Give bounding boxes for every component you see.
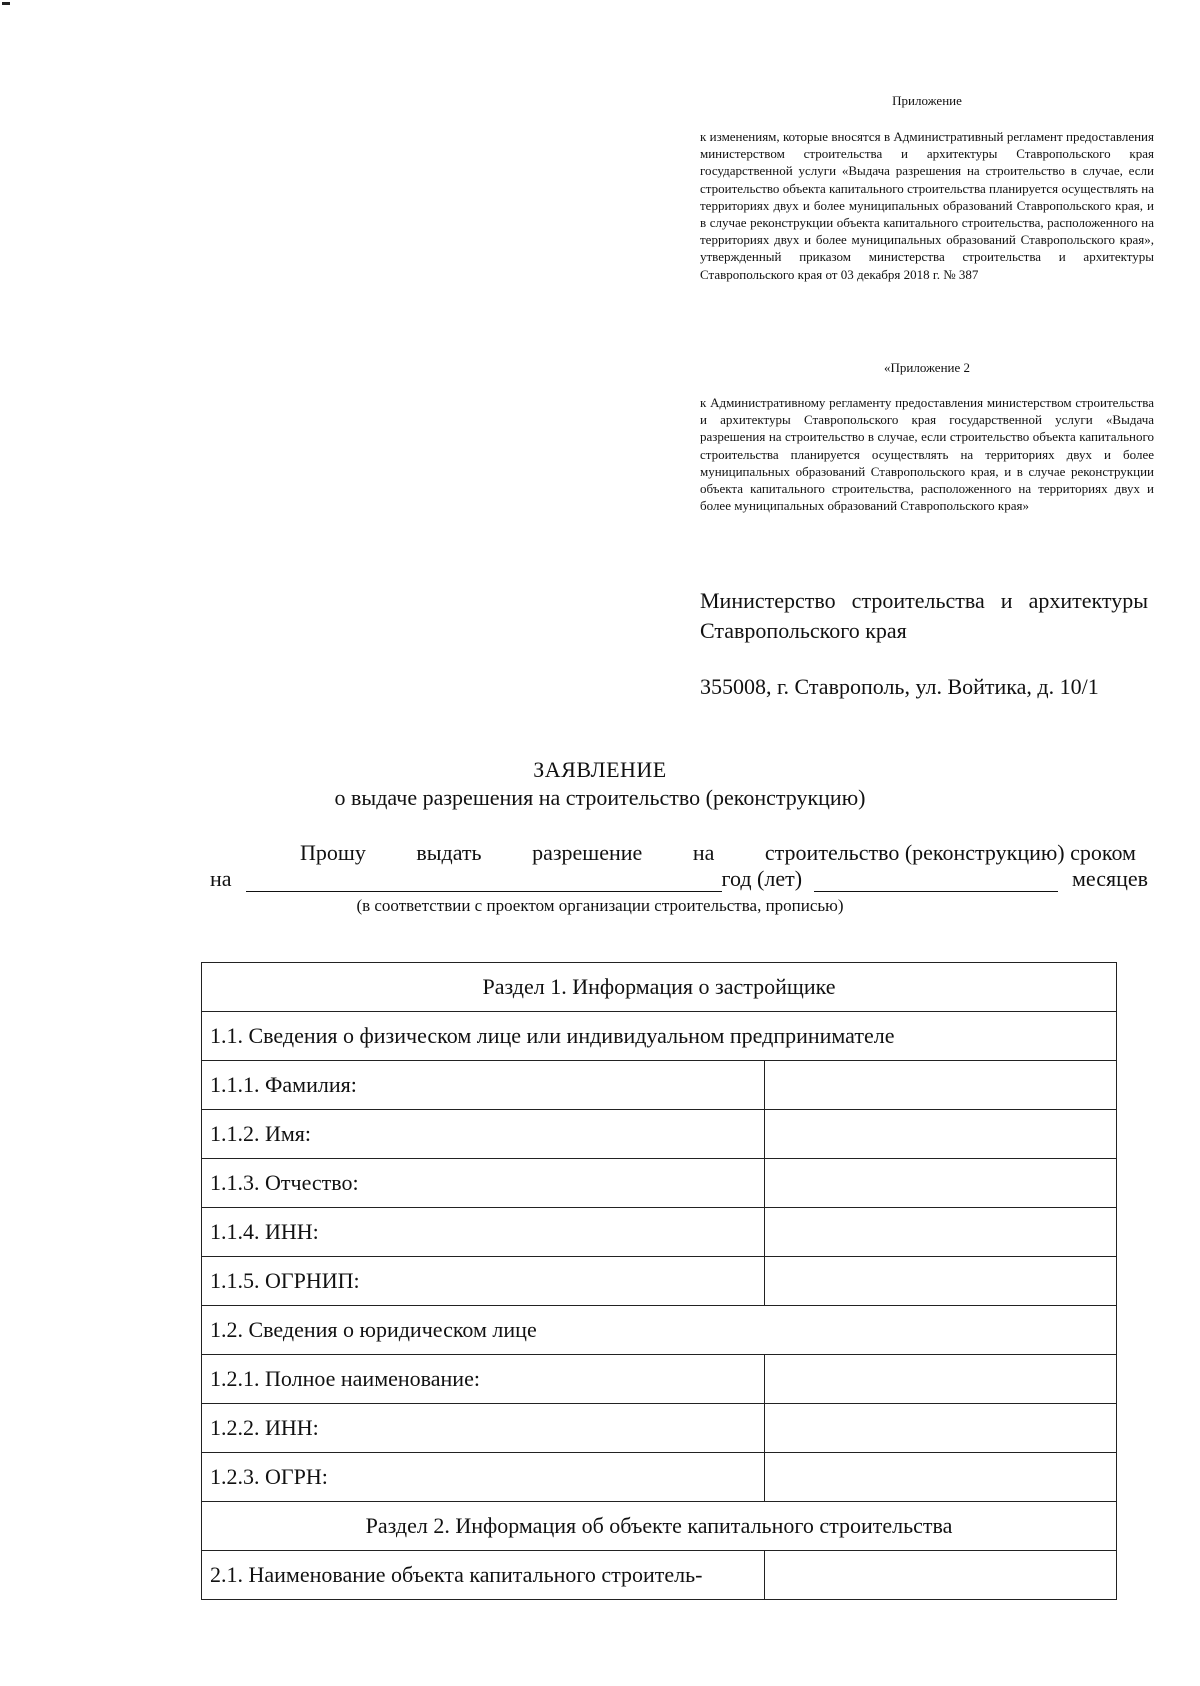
months-blank-field[interactable] <box>814 869 1058 892</box>
document-subtitle: о выдаче разрешения на строительство (реконструкцию) <box>334 785 866 810</box>
request-word: разрешение <box>532 840 643 865</box>
months-label: месяцев <box>1071 866 1148 891</box>
appendix-title: Приложение <box>892 93 962 108</box>
years-label: год (лет) <box>721 866 803 891</box>
table-row <box>202 1306 1117 1355</box>
subsection-1-1-title: 1.1. Сведения о физическом лице или индивидуальном предпринимателе <box>202 1012 1117 1061</box>
request-word: Прошу <box>300 840 366 865</box>
appendix2-title: «Приложение 2 <box>883 360 971 375</box>
field-label: 1.1.4. ИНН: <box>202 1208 765 1257</box>
patronymic-value-cell[interactable] <box>765 1159 1117 1208</box>
document-title: ЗАЯВЛЕНИЕ <box>533 757 667 782</box>
appendix-text: к изменениям, которые вносятся в Административный регламент предоставления министерством строительства и архитектуры Ставропольского края государственной услуги «Выдача разрешения на строительство в случае, если строительство объекта капитального строительства планируется осуществлять на территориях двух и более муниципальных образований Ставропольского края, и в случае реконструкции объекта капитального строительства, расположенного на территориях двух и более муниципальных образований Ставропольского края», утвержденный приказом министерства строительства и архитектуры Ставропольского края от 03 декабря 2018 г. № 387 <box>700 129 1154 282</box>
legal-inn-value-cell[interactable] <box>765 1404 1117 1453</box>
ogrnip-value-cell[interactable] <box>765 1257 1117 1306</box>
scan-mark <box>2 2 10 5</box>
subsection-1-2-title: 1.2. Сведения о юридическом лице <box>202 1306 1117 1355</box>
table-row <box>202 1404 1117 1453</box>
request-prefix: на <box>210 866 232 891</box>
table-row <box>202 1012 1117 1061</box>
request-word: выдать <box>416 840 482 865</box>
table-row <box>202 1208 1117 1257</box>
first-name-value-cell[interactable] <box>765 1110 1117 1159</box>
object-name-value-cell[interactable] <box>765 1551 1117 1600</box>
full-name-value-cell[interactable] <box>765 1355 1117 1404</box>
inn-value-cell[interactable] <box>765 1208 1117 1257</box>
section2-title: Раздел 2. Информация об объекте капитального строительства <box>202 1502 1117 1551</box>
table-row <box>202 1355 1117 1404</box>
table-row <box>202 963 1117 1012</box>
field-label: 1.1.5. ОГРНИП: <box>202 1257 765 1306</box>
request-term-line <box>210 866 1148 892</box>
table-row <box>202 1502 1117 1551</box>
request-word: на <box>692 840 715 865</box>
request-line <box>300 840 1136 866</box>
field-label: 1.2.1. Полное наименование: <box>202 1355 765 1404</box>
application-form-table <box>201 962 1117 1600</box>
table-row <box>202 1551 1117 1600</box>
field-label: 1.1.1. Фамилия: <box>202 1061 765 1110</box>
years-blank-field[interactable] <box>246 869 722 892</box>
table-row <box>202 1257 1117 1306</box>
table-row <box>202 1110 1117 1159</box>
table-row <box>202 1061 1117 1110</box>
table-row <box>202 1453 1117 1502</box>
field-label: 2.1. Наименование объекта капитального строитель- <box>202 1551 765 1600</box>
recipient-name: Министерство строительства и архитектуры Ставропольского края <box>700 588 1148 643</box>
field-label: 1.2.3. ОГРН: <box>202 1453 765 1502</box>
recipient-address: 355008, г. Ставрополь, ул. Войтика, д. 10/1 <box>700 674 1099 699</box>
request-hint: (в соответствии с проектом организации строительства, прописью) <box>356 896 844 915</box>
ogrn-value-cell[interactable] <box>765 1453 1117 1502</box>
field-label: 1.1.3. Отчество: <box>202 1159 765 1208</box>
field-label: 1.2.2. ИНН: <box>202 1404 765 1453</box>
field-label: 1.1.2. Имя: <box>202 1110 765 1159</box>
section1-title: Раздел 1. Информация о застройщике <box>202 963 1117 1012</box>
request-word: строительство (реконструкцию) сроком <box>764 840 1136 865</box>
surname-value-cell[interactable] <box>765 1061 1117 1110</box>
table-row <box>202 1159 1117 1208</box>
appendix2-text: к Административному регламенту предоставления министерством строительства и архитектуры Ставропольского края государственной услуги «Выдача разрешения на строительство в случае, если строительство объекта капитального строительства планируется осуществлять на территориях двух и более муниципальных образований Ставропольского края, и в случае реконструкции объекта капитального строительства, расположенного на территориях двух и более муниципальных образований Ставропольского края» <box>700 395 1154 514</box>
